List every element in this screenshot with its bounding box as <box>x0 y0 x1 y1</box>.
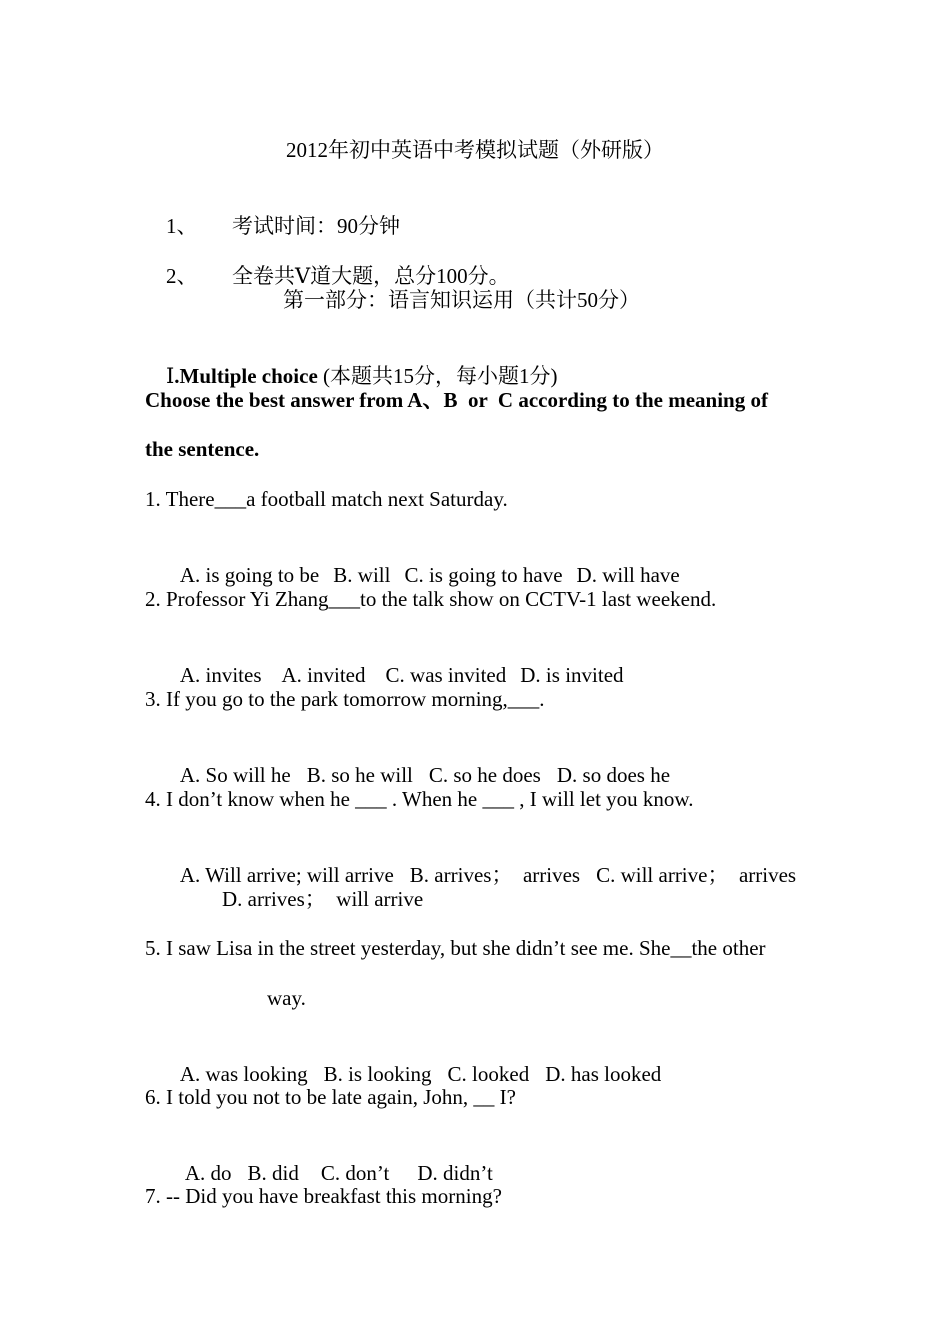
option-d: D. is invited <box>520 663 624 687</box>
option-d: D. didn’t <box>417 1161 493 1185</box>
option-d: D. so does he <box>556 763 671 787</box>
option-b: B. did <box>247 1161 299 1185</box>
note-text: 考试时间：90分钟 <box>232 214 400 238</box>
option-b: B. will <box>333 563 391 587</box>
option-b: B. arrives； arrives <box>409 863 581 887</box>
question-3-stem: 3. If you go to the park tomorrow morning,___. <box>145 687 545 711</box>
option-c: C. was invited <box>385 663 507 687</box>
option-c: C. is going to have <box>404 563 563 587</box>
exam-title: 2012年初中英语中考模拟试题（外研版） <box>286 138 664 162</box>
section-roman-numeral: Ⅰ <box>166 364 175 388</box>
option-a: A. So will he <box>179 763 291 787</box>
question-5-stem: 5. I saw Lisa in the street yesterday, but she didn’t see me. She__the other <box>145 936 766 960</box>
option-a: A. do <box>184 1161 232 1185</box>
section-title: .Multiple choice <box>174 364 318 388</box>
section-score: (本题共15分，每小题1分) <box>317 364 558 388</box>
option-c: C. so he does <box>428 763 541 787</box>
question-1-stem: 1. There___a football match next Saturday. <box>145 487 508 511</box>
option-d: D. has looked <box>545 1062 662 1086</box>
question-5-stem-continued: way. <box>267 986 306 1010</box>
option-b: A. invited <box>281 663 366 687</box>
note-number: 1、 <box>166 214 198 238</box>
question-7-stem: 7. -- Did you have breakfast this morning? <box>145 1184 502 1208</box>
option-a: A. Will arrive; will arrive <box>179 863 394 887</box>
part-one-title: 第一部分：语言知识运用（共计50分） <box>283 288 640 312</box>
option-c: C. don’t <box>320 1161 390 1185</box>
option-a: A. was looking <box>179 1062 308 1086</box>
question-4-stem: 4. I don’t know when he ___ . When he ___ , I will let you know. <box>145 787 694 811</box>
option-b: B. is looking <box>323 1062 432 1086</box>
option-c: C. will arrive； arrives <box>596 863 797 887</box>
note-text: 全卷共Ⅴ道大题，总分100分。 <box>232 264 510 288</box>
section-instruction-line1: Choose the best answer from A、B or C according to the meaning of <box>145 388 768 412</box>
option-b: B. so he will <box>306 763 413 787</box>
option-a: A. is going to be <box>179 563 320 587</box>
option-c: C. looked <box>447 1062 530 1086</box>
section-instruction-line2: the sentence. <box>145 437 260 461</box>
question-4-option-d: D. arrives； will arrive <box>222 887 424 911</box>
note-number: 2、 <box>166 264 198 288</box>
question-2-stem: 2. Professor Yi Zhang___to the talk show on CCTV-1 last weekend. <box>145 587 717 611</box>
option-a: A. invites <box>179 663 262 687</box>
question-6-stem: 6. I told you not to be late again, John, __ I? <box>145 1085 516 1109</box>
option-d: D. will have <box>576 563 680 587</box>
